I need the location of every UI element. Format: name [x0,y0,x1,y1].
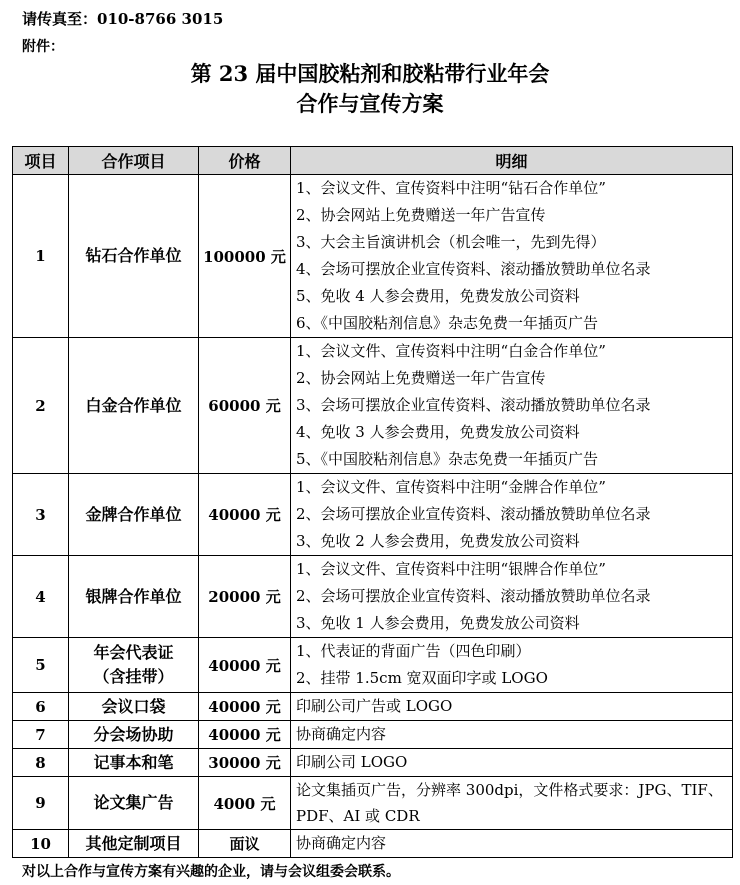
row-number: 1 [13,175,69,338]
row-number: 3 [13,474,69,556]
item-details [291,638,733,693]
item-price: 40000 元 [199,638,291,693]
attachment-label: 附件： [22,39,64,55]
table-row [13,721,733,749]
detail-line: 5、免收 4 人参会费用，免费发放公司资料 [296,287,580,305]
item-name: 银牌合作单位 [69,556,199,638]
item-price: 30000 元 [199,749,291,777]
document-title: 第 23 届中国胶粘剂和胶粘带行业年会 [190,61,550,86]
detail-line: 1、代表证的背面广告（四色印刷） [296,642,531,660]
item-details [291,474,733,556]
item-name: 钻石合作单位 [69,175,199,338]
detail-line: 1、会议文件、宣传资料中注明“钻石合作单位” [296,179,606,197]
detail-line: 6、《中国胶粘剂信息》杂志免费一年插页广告 [296,314,599,332]
item-name: 白金合作单位 [69,338,199,474]
item-details [291,721,733,749]
detail-line: 5、《中国胶粘剂信息》杂志免费一年插页广告 [296,450,599,468]
item-price: 20000 元 [199,556,291,638]
detail-line: 协商确定内容 [296,725,387,743]
detail-line: 协商确定内容 [296,834,387,852]
table-header-row [13,147,733,175]
header-item-name: 合作项目 [69,147,199,175]
item-details [291,777,733,830]
row-number: 10 [13,830,69,858]
header-details: 明细 [291,147,733,175]
item-details [291,175,733,338]
item-name-line: （含挂带） [93,667,174,686]
header-item-no: 项目 [13,147,69,175]
detail-line: 印刷公司 LOGO [296,753,408,771]
table-row [13,638,733,693]
item-name-line: 年会代表证 [93,643,174,662]
sponsorship-table [12,146,733,858]
item-details [291,830,733,858]
row-number: 4 [13,556,69,638]
table-row [13,693,733,721]
detail-line: 3、会场可摆放企业宣传资料、滚动播放赞助单位名录 [296,396,651,414]
table-row [13,175,733,338]
detail-line: 2、协会网站上免费赠送一年广告宣传 [296,369,546,387]
detail-line: 3、免收 2 人参会费用，免费发放公司资料 [296,532,580,550]
detail-line: 2、会场可摆放企业宣传资料、滚动播放赞助单位名录 [296,505,651,523]
detail-line: 2、协会网站上免费赠送一年广告宣传 [296,206,546,224]
item-price: 4000 元 [199,777,291,830]
table-row [13,777,733,830]
detail-line: 1、会议文件、宣传资料中注明“金牌合作单位” [296,478,606,496]
detail-line: 3、免收 1 人参会费用，免费发放公司资料 [296,614,580,632]
item-name: 记事本和笔 [69,749,199,777]
item-name: 分会场协助 [69,721,199,749]
item-name: 论文集广告 [69,777,199,830]
row-number: 9 [13,777,69,830]
header-price: 价格 [199,147,291,175]
detail-line: 2、挂带 1.5cm 宽双面印字或 LOGO [296,669,548,687]
item-price: 100000 元 [199,175,291,338]
table-row [13,474,733,556]
item-details [291,749,733,777]
footer-note: 对以上合作与宣传方案有兴趣的企业，请与会议组委会联系。 [22,864,400,880]
row-number: 2 [13,338,69,474]
item-details [291,693,733,721]
item-price: 面议 [199,830,291,858]
detail-line: 3、大会主旨演讲机会（机会唯一，先到先得） [296,233,606,251]
detail-line: 论文集插页广告，分辨率 300dpi，文件格式要求：JPG、TIF、PDF、AI 或 CDR [296,781,723,825]
row-number: 5 [13,638,69,693]
detail-line: 4、会场可摆放企业宣传资料、滚动播放赞助单位名录 [296,260,651,278]
item-price: 40000 元 [199,721,291,749]
item-price: 40000 元 [199,693,291,721]
item-name [69,638,199,693]
item-details [291,338,733,474]
detail-line: 4、免收 3 人参会费用，免费发放公司资料 [296,423,580,441]
item-name: 会议口袋 [69,693,199,721]
row-number: 8 [13,749,69,777]
table-row [13,338,733,474]
fax-number: 请传真至：010-8766 3015 [22,10,224,28]
detail-line: 1、会议文件、宣传资料中注明“银牌合作单位” [296,560,606,578]
table-row [13,830,733,858]
table-row [13,749,733,777]
detail-line: 2、会场可摆放企业宣传资料、滚动播放赞助单位名录 [296,587,651,605]
row-number: 7 [13,721,69,749]
table-row [13,556,733,638]
item-price: 60000 元 [199,338,291,474]
document-subtitle: 合作与宣传方案 [296,91,444,116]
item-name: 金牌合作单位 [69,474,199,556]
detail-line: 印刷公司广告或 LOGO [296,697,453,715]
row-number: 6 [13,693,69,721]
detail-line: 1、会议文件、宣传资料中注明“白金合作单位” [296,342,606,360]
item-name: 其他定制项目 [69,830,199,858]
item-details [291,556,733,638]
item-price: 40000 元 [199,474,291,556]
